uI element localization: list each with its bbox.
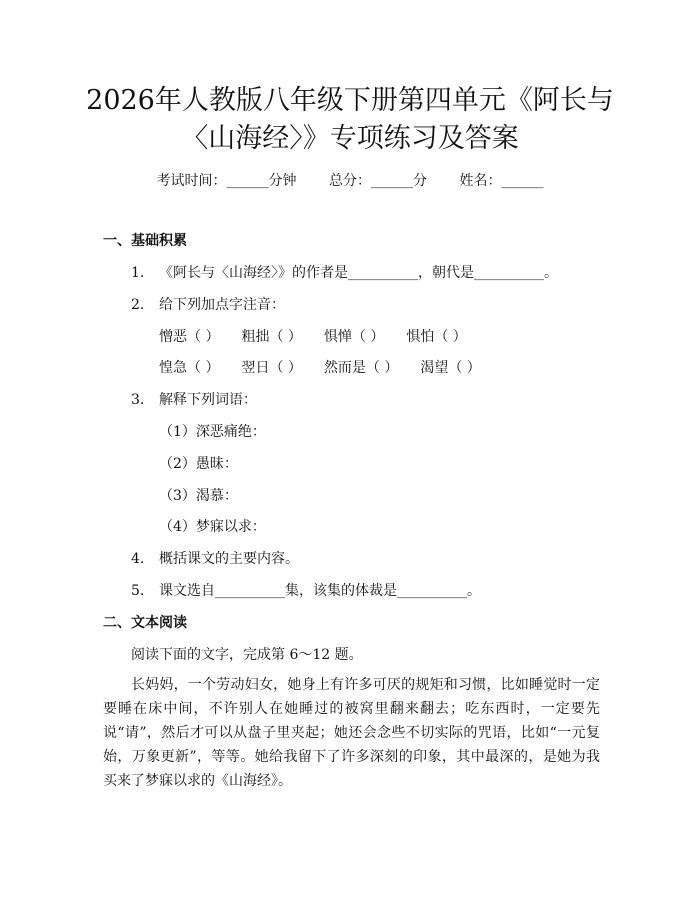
pinyin-item: 憎恶（ ） [159, 329, 220, 345]
question-number: 1. [131, 265, 145, 281]
exam-score: 总分：______分 [329, 173, 427, 189]
pinyin-item: 渴望（ ） [420, 360, 481, 376]
question-number: 2. [131, 297, 145, 313]
definition-item: （3）渴慕： [159, 488, 238, 504]
pinyin-item: 惶急（ ） [159, 360, 220, 376]
question-3 [131, 389, 257, 409]
reading-intro: 阅读下面的文字，完成第 6～12 题。 [131, 647, 363, 663]
exam-info [0, 170, 700, 190]
question-4 [131, 548, 299, 568]
question-5 [131, 580, 481, 600]
definition-item: （4）梦寐以求： [159, 519, 266, 535]
reading-passage: 长妈妈，一个劳动妇女，她身上有许多可厌的规矩和习惯，比如睡觉时一定要睡在床中间，不许别人在她睡过的被窝里翻来翻去；吃东西时，一定要先说“请”，然后才可以从盘子里夹起；她还会念些不切实际的咒语，比如“一元复始，万象更新”，等等。她给我留下了许多深刻的印象，其中最深的，是她为我买来了梦寐以求的《山海经》。 [103, 677, 600, 789]
question-text: 《阿长与〈山海经〉》的作者是__________，朝代是__________。 [159, 265, 558, 281]
pinyin-row-2 [159, 357, 503, 377]
section-heading-2: 二、文本阅读 [103, 615, 187, 631]
exam-time: 考试时间：______分钟 [156, 173, 297, 189]
question-text: 课文选自__________集，该集的体裁是__________。 [159, 583, 481, 599]
section-heading-1: 一、基础积累 [103, 233, 187, 249]
pinyin-item: 惧惮（ ） [323, 329, 385, 345]
exam-name: 姓名：______ [459, 173, 544, 189]
page-title-line1: 2026年人教版八年级下册第四单元《阿长与 [86, 85, 614, 116]
question-number: 4. [131, 551, 145, 567]
question-number: 5. [131, 583, 145, 599]
pinyin-item: 翌日（ ） [241, 360, 302, 376]
page-title-line2: 〈山海经〉》专项练习及答案 [181, 123, 519, 154]
definition-item: （1）深恶痛绝： [159, 424, 266, 440]
pinyin-item: 然而是（ ） [323, 360, 399, 376]
question-text: 给下列加点字注音： [159, 297, 285, 313]
question-1 [131, 262, 558, 282]
pinyin-row-1 [159, 326, 489, 346]
question-text: 解释下列词语： [159, 392, 257, 408]
definition-item: （2）愚昧： [159, 456, 238, 472]
question-2 [131, 294, 285, 314]
pinyin-item: 惧怕（ ） [406, 329, 467, 345]
pinyin-item: 粗拙（ ） [241, 329, 302, 345]
question-number: 3. [131, 392, 145, 408]
question-text: 概括课文的主要内容。 [159, 551, 299, 567]
